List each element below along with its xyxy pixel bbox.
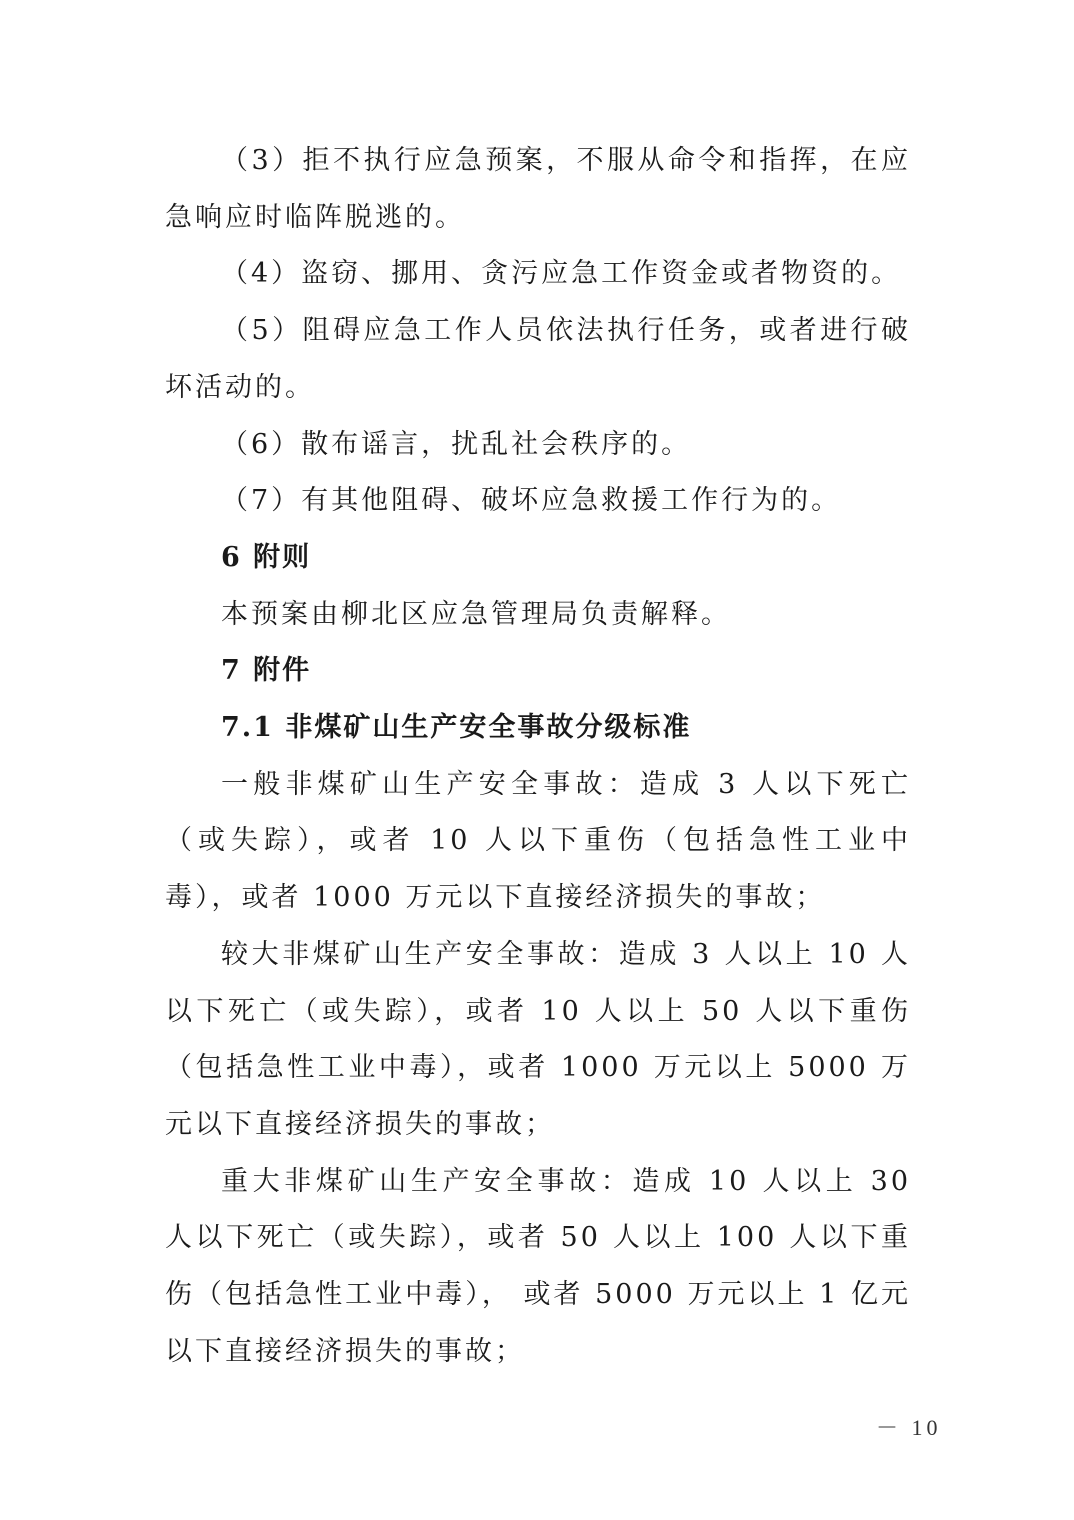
paragraph-item-4: （4）盗窃、挪用、贪污应急工作资金或者物资的。 bbox=[221, 258, 902, 290]
subsection-heading-classification: 7.1 非煤矿山生产安全事故分级标准 bbox=[221, 712, 692, 744]
paragraph-item-7: （7）有其他阻碍、破坏应急救援工作行为的。 bbox=[221, 485, 842, 517]
section-heading-attachments: 7 附件 bbox=[221, 655, 312, 687]
paragraph-item-5: （5）阻碍应急工作人员依法执行任务，或者进行破坏活动的。 bbox=[165, 315, 911, 403]
paragraph-major-accident: 重大非煤矿山生产安全事故：造成 10 人以上 30 人以下死亡（或失踪），或者 50 人以上 100 人以下重伤（包括急性工业中毒）， 或者 5000 万元以上 1 亿元以下直接经济损失的事故； bbox=[165, 1165, 911, 1367]
paragraph-item-3: （3）拒不执行应急预案，不服从命令和指挥，在应急响应时临阵脱逃的。 bbox=[165, 145, 911, 233]
paragraph-general-accident: 一般非煤矿山生产安全事故：造成 3 人以下死亡（或失踪），或者 10 人以下重伤（包括急性工业中毒），或者 1000 万元以下直接经济损失的事故； bbox=[165, 768, 911, 914]
page-number: － 10 bbox=[876, 1415, 942, 1440]
paragraph-interpretation: 本预案由柳北区应急管理局负责解释。 bbox=[221, 598, 731, 630]
paragraph-item-6: （6）散布谣言，扰乱社会秩序的。 bbox=[221, 428, 692, 460]
section-heading-appendix-rules: 6 附则 bbox=[221, 541, 312, 573]
document-body bbox=[165, 133, 911, 1380]
paragraph-larger-accident: 较大非煤矿山生产安全事故：造成 3 人以上 10 人以下死亡（或失踪），或者 10 人以上 50 人以下重伤（包括急性工业中毒），或者 1000 万元以上 5000 万元以下直接经济损失的事故； bbox=[165, 938, 911, 1140]
